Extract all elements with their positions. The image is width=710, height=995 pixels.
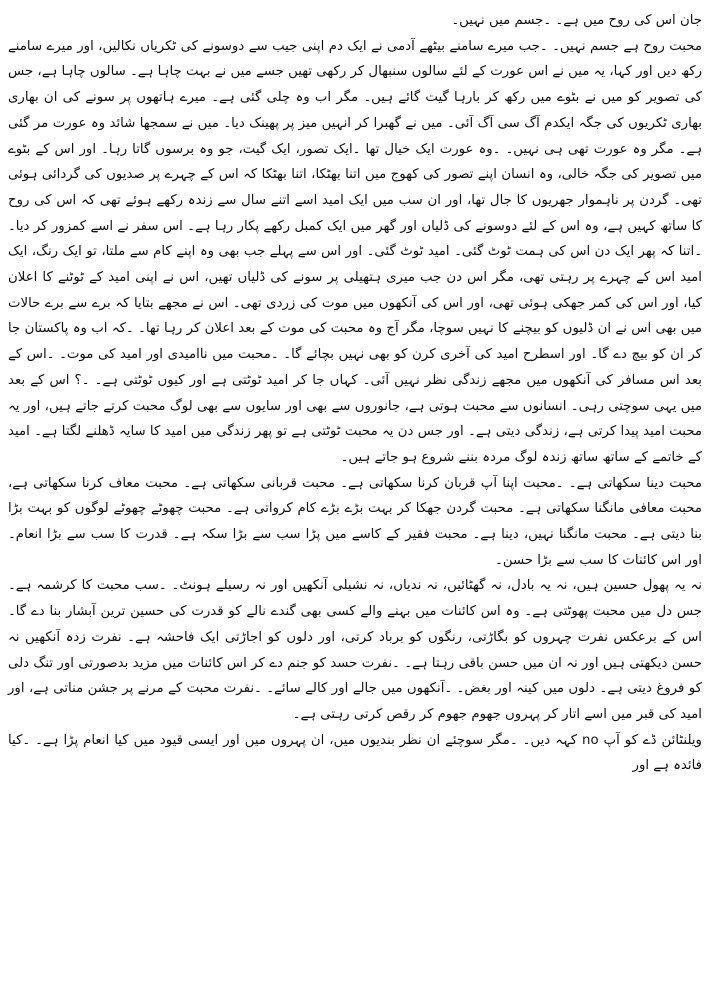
- paragraph: نہ یہ پھول حسین ہیں، نہ یہ بادل، نہ گھٹائیں، نہ ندیاں، نہ نشیلی آنکھیں اور نہ رسیلے ہونٹ۔ ۔سب محبت کا کرشمہ ہے۔ جس دل میں محبت پھوٹتی ہے۔ وہ اس کائنات میں بہنے والے کسی بھی گندے نالے کو قدرت کی حسین ترین آبشار بنا دے گا۔ اس کے برعکس نفرت چہروں کو بگاڑتی، رنگوں کو برباد کرتی، اور دلوں کو اجاڑتی ایک فاحشہ ہے۔ نفرت زدہ آنکھیں نہ حسن دیکھتی ہیں اور نہ ان میں حسن باقی رہتا ہے۔ ۔نفرت حسد کو جنم دے کر اس کائنات میں مزید بدصورتی اور تنگ دلی کو فروغ دیتی ہے۔ دلوں میں کینہ اور بغض۔ ۔آنکھوں میں جالے اور کالے سائے۔ ۔نفرت محبت کے مرنے پر جشن مناتی ہے، اور امید کی قبر میں اسے اتار کر پہروں جھوم جھوم کر رقص کرتی رہتی ہے۔: [8, 578, 702, 722]
- paragraph: محبت روح ہے جسم نہیں۔ ۔جب میرے سامنے بیٹھے آدمی نے ایک دم اپنی جیب سے دوسونے کی ٹکریاں نکالیں، اور میرے سامنے رکھ دیں اور کہا، یہ میں نے اس عورت کے لئے سالوں سنبھال کر رکھی تھیں جسے میں نے بہت چاہا ہے۔ سالوں چاہا ہے، جس کی تصویر کو میں نے بٹوے میں رکھ کر بارہا گیت گائے ہیں۔ مگر اب وہ چلی گئی ہے۔ میرے ہاتھوں پر سونے کی ان بھاری بھاری ٹکریوں کی جگہ ایکدم آگ سی آگ آئی۔ میں نے گھبرا کر انہیں میز پر پھینک دیا۔ میں نے سمجھا شائد وہ عورت مر گئی ہے۔ مگر وہ عورت تھی ہی نہیں۔ ۔وہ عورت ایک خیال تھا ۔ایک تصور، ایک گیت، جو وہ برسوں گاتا رہا۔ اور اس کے بٹوے میں تصویر کی جگہ خالی، وہ انسان اپنے تصور کی کھوج میں اتنا بھٹکا، اتنا بھٹکا کہ اس کے چہرے پر صدیوں کی گردائی ہوئی تھی۔ گردن پر ناہموار جھریوں کا جال تھا، اور ان سب میں ایک امید اسے اتنے سال سے زندہ رکھے ہوئے تھی کہ اس کی روح کا ساتھ کہیں ہے، وہ اس کے لئے دوسونے کی ڈلیاں اور گھر میں ایک کمبل رکھے پکار رہا ہے۔ اس سفر نے اسے کمزور کر دیا۔ ۔اتنا کہ پھر ایک دن اس کی ہمت ٹوٹ گئی۔ امید ٹوٹ گئی۔ اور اس سے پہلے جب بھی وہ اپنے کام سے ملتا، تو ایک رنگ، ایک امید اس کے چہرے پر رہتی تھی، مگر اس دن جب میری ہتھیلی پر سونے کی ڈلیاں تھیں، اس نے اپنی امید کے ٹوٹنے کا اعلان کیا، اور اس کی کمر جھکی ہوئی تھی، اور اس کی آنکھوں میں موت کی زردی تھی۔ اس نے مجھے بتایا کہ برے سے برے حالات میں بھی اس نے ان ڈلیوں کو بیچنے کا نہیں سوچا، مگر آج وہ محبت کی موت کے بعد اعلان کر رہا تھا۔ ۔کہ اب وہ پاکستان جا کر ان کو بیچ دے گا۔ اور اسطرح امید کی آخری کرن کو بھی نہیں بچائے گا۔ ۔محبت میں ناامیدی اور امید کی موت۔ ۔اس کے بعد اس مسافر کی آنکھوں میں مجھے زندگی نظر نہیں آئی۔ کہاں جا کر امید ٹوٹتی ہے اور کیوں ٹوٹتی ہے۔ ۔؟ اس کے بعد میں یہی سوچتی رہی۔ انسانوں سے محبت ہوتی ہے، جانوروں سے بھی اور سایوں سے بھی لوگ محبت کرتے جاتے ہیں، اور یہ محبت امید پیدا کرتی ہے، زندگی دیتی ہے۔ اور جس دن یہ محبت ٹوٹتی ہے تو پھر زندگی میں امید کا سایہ ڈھلنے لگتا ہے۔ امید کے خاتمے کے ساتھ ساتھ زندہ لوگ مردہ بننے شروع ہو جاتے ہیں۔: [8, 38, 702, 465]
- paragraph: ویلنٹائن ڈے کو آپ no کہہ دیں۔ ۔مگر سوچئے ان نظر بندیوں میں، ان پہروں میں اور ایسی قیود میں کیا انعام پڑا ہے۔ ۔کیا فائدہ ہے اور: [8, 732, 702, 774]
- paragraph: جان اس کی روح میں ہے۔ ۔جسم میں نہیں۔: [451, 13, 702, 28]
- paragraph: محبت دینا سکھاتی ہے۔ ۔محبت اپنا آپ قربان کرنا سکھاتی ہے۔ محبت قربانی سکھاتی ہے۔ محبت معاف کرنا سکھاتی ہے، محبت معافی مانگنا سکھاتی ہے۔ محبت گردن جھکا کر بہت بڑے بڑے کام کرواتی ہے۔ محبت چھوٹے چھوٹے لوگوں کو بہت بڑا بنا دیتی ہے۔ محبت مانگنا نہیں، دینا ہے۔ محبت فقیر کے کاسے میں پڑا سب سے بڑا سکہ ہے۔ قدرت کا سب سے بڑا انعام۔ اور اس کائنات کا سب سے بڑا حسن۔: [8, 475, 702, 568]
